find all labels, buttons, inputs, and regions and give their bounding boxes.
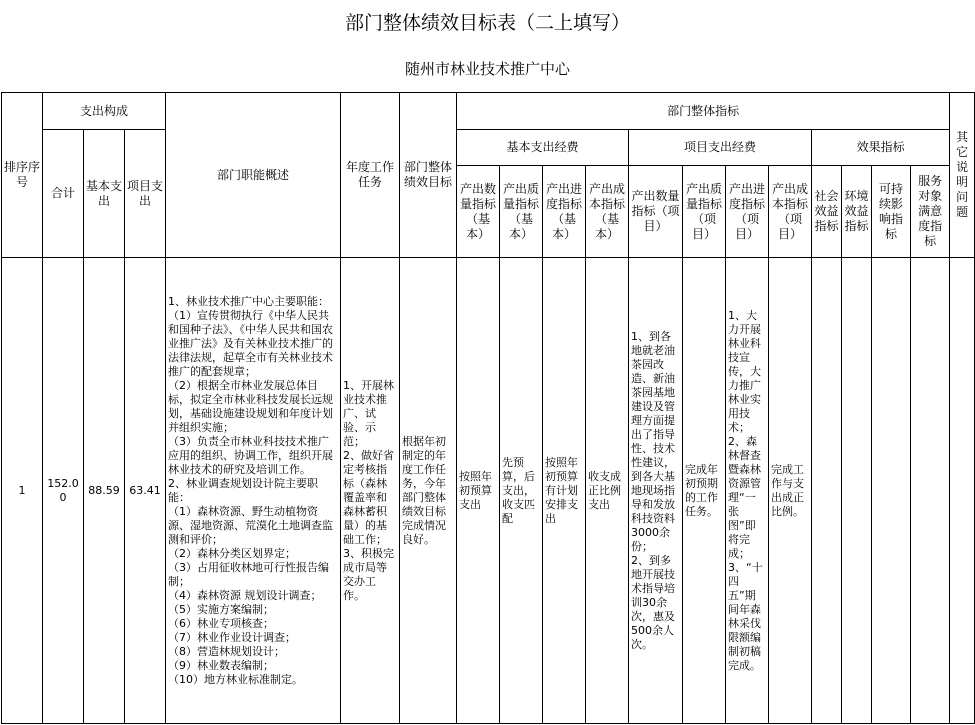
header-project-qty: 产出数量指标（项目） <box>629 166 683 258</box>
header-indicators: 部门整体指标 <box>457 93 950 130</box>
header-basic-progress: 产出进度指标（基本） <box>543 166 586 258</box>
cell-project-progress: 1、大力开展林业科技宣传，大力推广林业实用技术； 2、森林督查暨森林资源管理“一张图”即将完成； 3、“十四五”期间年森林采伐限额编制初稿完成。 <box>726 258 769 724</box>
cell-basic: 88.59 <box>84 258 125 724</box>
cell-project-quality: 完成年初预期的工作任务。 <box>683 258 726 724</box>
cell-overall-goal: 根据年初制定的年度工作任务，今年部门整体绩效目标完成情况良好。 <box>400 258 457 724</box>
cell-env <box>842 258 872 724</box>
cell-other <box>950 258 975 724</box>
cell-function: 1、林业技术推广中心主要职能： （1）宣传贯彻执行《中华人民共和国种子法》、《中华人民共和国农业推广法》及有关林业技术推广的法律法规，起草全市有关林业技术推广的配套规章； （2）根据全市林业发展总体目标，拟定全市林业科技发展长远规划，基础设施建设规划和年度计划并组织实施； （3）负责全市林业科技技术推广应用的组织、协调工作，组织开展林业技术的研究及培训工作。 2、林业调查规划设计院主要职能： （1）森林资源、野生动植物资源、湿地资源、荒漠化土地调查监测和评价； （2）森林分类区划界定； （3）占用征收林地可行性报告编制； （4）森林资源 规划设计调查； （5）实施方案编制； （6）林业专项核查； （7）林业作业设计调查； （8）营造林规划设计； （9）林业数表编制； （10）地方林业标准制定。 <box>166 258 341 724</box>
header-overall-goal: 部门整体绩效目标 <box>400 93 457 258</box>
cell-seq: 1 <box>2 258 43 724</box>
cell-basic-qty: 按照年初预算支出 <box>457 258 500 724</box>
header-sustain: 可持续影响指标 <box>872 166 911 258</box>
cell-project: 63.41 <box>125 258 166 724</box>
table-row <box>2 258 975 724</box>
header-basic: 基本支出 <box>84 130 125 258</box>
header-seq: 排序序号 <box>2 93 43 258</box>
header-project-cost: 产出成本指标（项目） <box>769 166 812 258</box>
cell-project-cost: 完成工作与支出成正比例。 <box>769 258 812 724</box>
header-project: 项目支出 <box>125 130 166 258</box>
header-social: 社会效益指标 <box>812 166 842 258</box>
unit-name: 随州市林业技术推广中心 <box>404 60 570 78</box>
header-annual-task: 年度工作任务 <box>341 93 400 258</box>
header-satisfaction: 服务对象满意度指标 <box>911 166 950 258</box>
cell-sustain <box>872 258 911 724</box>
header-total: 合计 <box>43 130 84 258</box>
cell-basic-progress: 按照年初预算有计划安排支出 <box>543 258 586 724</box>
performance-table <box>1 92 975 724</box>
header-basic-quality: 产出质量指标（基本） <box>500 166 543 258</box>
cell-project-qty: 1、到各地就老油茶园改造、新油茶园基地建设及管理方面提出了指导性、技术性建议，到各大基地现场指导和发放科技资料3000余份； 2、到多地开展技术指导培训30余次，惠及500余人次。 <box>629 258 683 724</box>
header-basic-qty: 产出数量指标（基本） <box>457 166 500 258</box>
cell-total: 152.00 <box>43 258 84 724</box>
header-project-funds: 项目支出经费 <box>629 130 812 166</box>
header-project-quality: 产出质量指标（项目） <box>683 166 726 258</box>
header-env: 环境效益指标 <box>842 166 872 258</box>
header-expense: 支出构成 <box>43 93 166 130</box>
cell-social <box>812 258 842 724</box>
header-other: 其它说明问题 <box>950 93 975 258</box>
cell-basic-quality: 先预算，后支出，收支匹配 <box>500 258 543 724</box>
header-project-progress: 产出进度指标（项目） <box>726 166 769 258</box>
header-basic-funds: 基本支出经费 <box>457 130 629 166</box>
header-basic-cost: 产出成本指标（基本） <box>586 166 629 258</box>
page-title: 部门整体绩效目标表（二上填写） <box>344 12 630 34</box>
header-effect: 效果指标 <box>812 130 950 166</box>
header-function: 部门职能概述 <box>166 93 341 258</box>
cell-annual-task: 1、开展林业技术推广、试验、示范； 2、做好省定考核指标（森林覆盖率和森林蓄积量）的基础工作； 3、积极完成市局等交办工作。 <box>341 258 400 724</box>
cell-basic-cost: 收支成正比例支出 <box>586 258 629 724</box>
cell-satisfaction <box>911 258 950 724</box>
